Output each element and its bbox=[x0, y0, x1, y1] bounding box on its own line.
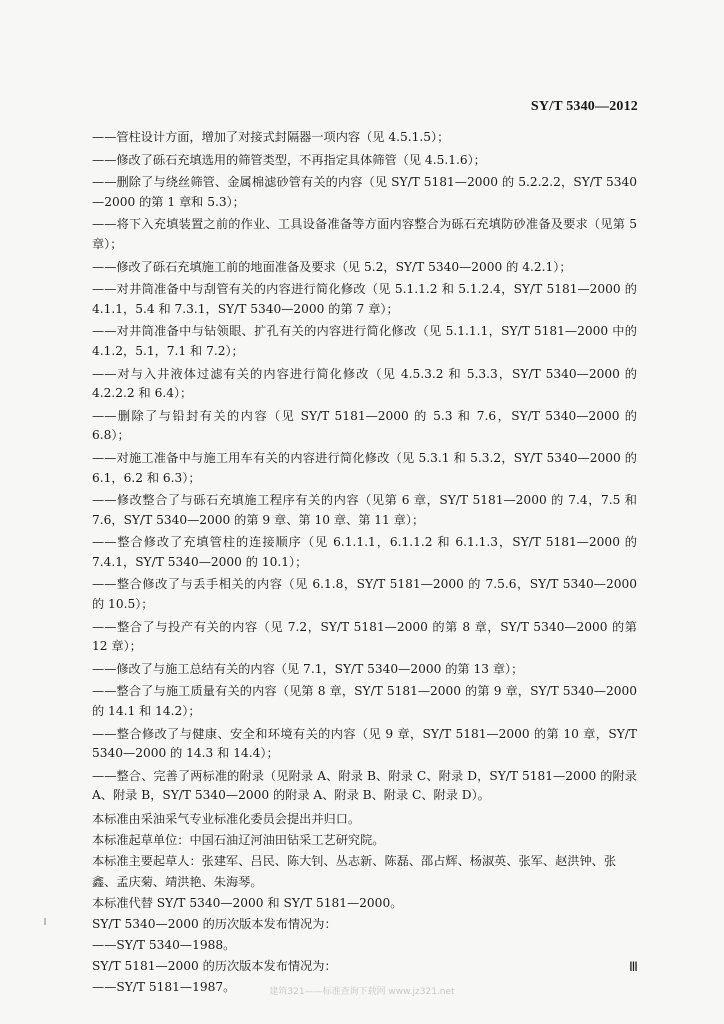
change-item-5: ——修改了砾石充填施工前的地面准备及要求（见 5.2，SY/T 5340—2000 的 4.2.1）； bbox=[92, 259, 572, 274]
history-item-5340: ——SY/T 5340—1988。 bbox=[92, 938, 236, 952]
change-item-4: ——将下入充填装置之前的作业、工具设备准备等方面内容整合为砾石充填防砂准备及要求（见第 5 章）； bbox=[92, 217, 637, 251]
change-item-17: ——整合修改了与健康、安全和环境有关的内容（见 9 章，SY/T 5181—2000 的第 10 章，SY/T 5340—2000 的 14.3 和 14.4）； bbox=[92, 726, 637, 761]
change-item-3: ——删除了与绕丝筛管、金属棉滤砂管有关的内容（见 SY/T 5181—2000 的 5.2.2.2，SY/T 5340—2000 的第 1 章和 5.3）； bbox=[92, 175, 637, 209]
change-item-18: ——整合、完善了两标准的附录（见附录 A、附录 B、附录 C、附录 D，SY/T 5181—2000 的附录 A、附录 B，SY/T 5340—2000 的附录 A、附录 B、附录 C、附录 D）。 bbox=[92, 768, 637, 803]
change-item-1: ——管柱设计方面，增加了对接式封隔器一项内容（见 4.5.1.5）； bbox=[92, 130, 450, 144]
history-heading-5181: SY/T 5181—2000 的历次版本发布情况为： bbox=[92, 959, 337, 973]
history-item-5181: ——SY/T 5181—1987。 bbox=[92, 980, 236, 994]
page-number: Ⅲ bbox=[629, 959, 638, 974]
site-watermark: 建筑321——标准查询下载网 www.jz321.net bbox=[269, 987, 455, 997]
foreword-body bbox=[92, 128, 637, 998]
drafting-unit: 本标准起草单位：中国石油辽河油田钻采工艺研究院。 bbox=[92, 833, 385, 847]
change-item-14: ——整合了与投产有关的内容（见 7.2，SY/T 5181—2000 的第 8 章，SY/T 5340—2000 的第 12 章）； bbox=[92, 619, 637, 654]
change-item-9: ——删除了与铅封有关的内容（见 SY/T 5181—2000 的 5.3 和 7.6，SY/T 5340—2000 的 6.8）； bbox=[92, 408, 637, 443]
drafters-list: 本标准主要起草人：张建军、吕民、陈大钊、丛志新、陈磊、邵占辉、杨淑英、张军、赵洪钟、张鑫、孟庆菊、靖洪艳、朱海琴。 bbox=[92, 854, 617, 889]
scan-speck bbox=[44, 918, 46, 925]
change-item-10: ——对施工准备中与施工用车有关的内容进行简化修改（见 5.3.1 和 5.3.2，SY/T 5340—2000 的 6.1，6.2 和 6.3）； bbox=[92, 450, 637, 485]
change-item-6: ——对井筒准备中与刮管有关的内容进行简化修改（见 5.1.1.2 和 5.1.2.4，SY/T 5181—2000 的 4.1.1，5.4 和 7.3.1，SY/T 5340—2000 的第 7 章）； bbox=[92, 282, 637, 316]
change-item-8: ——对与入井液体过滤有关的内容进行简化修改（见 4.5.3.2 和 5.3.3，SY/T 5340—2000 的 4.2.2.2 和 6.4）； bbox=[92, 366, 637, 401]
change-item-12: ——整合修改了充填管柱的连接顺序（见 6.1.1.1，6.1.1.2 和 6.1.1.3，SY/T 5181—2000 的 7.4.1，SY/T 5340—2000 的 10.1）； bbox=[92, 535, 637, 569]
change-list bbox=[92, 128, 637, 806]
change-item-11: ——修改整合了与砾石充填施工程序有关的内容（见第 6 章，SY/T 5181—2000 的 7.4，7.5 和 7.6，SY/T 5340—2000 的第 9 章、第 10 章、第 11 章）； bbox=[92, 493, 637, 527]
standard-code-header: SY/T 5340—2012 bbox=[530, 99, 638, 114]
proposer-statement: 本标准由采油采气专业标准化委员会提出并归口。 bbox=[92, 812, 361, 826]
change-item-15: ——修改了与施工总结有关的内容（见 7.1，SY/T 5340—2000 的第 13 章）； bbox=[92, 661, 524, 676]
history-heading-5340: SY/T 5340—2000 的历次版本发布情况为： bbox=[92, 917, 337, 931]
change-item-7: ——对井筒准备中与钻领眼、扩孔有关的内容进行简化修改（见 5.1.1.1，SY/T 5181—2000 中的 4.1.2，5.1，7.1 和 7.2）； bbox=[92, 324, 637, 358]
change-item-16: ——整合了与施工质量有关的内容（见第 8 章，SY/T 5181—2000 的第 9 章，SY/T 5340—2000 的 14.1 和 14.2）； bbox=[92, 684, 637, 719]
standard-statements bbox=[92, 809, 637, 998]
replacement-statement: 本标准代替 SY/T 5340—2000 和 SY/T 5181—2000。 bbox=[92, 896, 403, 910]
change-item-2: ——修改了砾石充填选用的筛管类型，不再指定具体筛管（见 4.5.1.6）； bbox=[92, 152, 486, 167]
change-item-13: ——整合修改了与丢手相关的内容（见 6.1.8，SY/T 5181—2000 的 7.5.6，SY/T 5340—2000 的 10.5）； bbox=[92, 577, 637, 612]
